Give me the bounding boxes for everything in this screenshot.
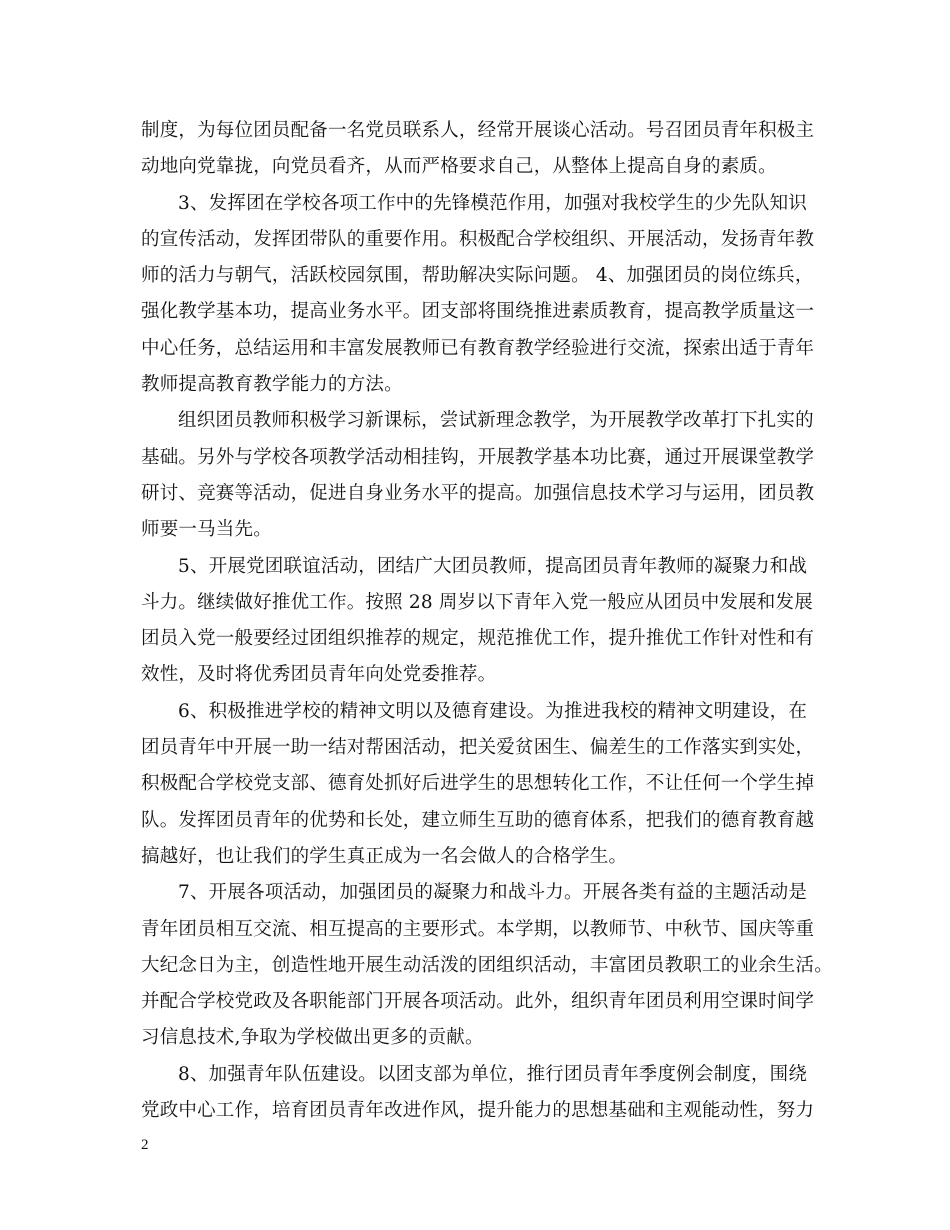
text-line: 6、积极推进学校的精神文明以及德育建设。为推进我校的精神文明建设，在 — [178, 700, 808, 722]
text-line: 组织团员教师积极学习新课标，尝试新理念教学，为开展教学改革打下扎实的 — [178, 410, 814, 432]
text-line: 师要一马当先。 — [141, 519, 272, 541]
text-line: 并配合学校党政及各职能部门开展各项活动。此外，组织青年团员利用空课时间学 — [141, 991, 815, 1013]
text-line: 基础。另外与学校各项教学活动相挂钩，开展教学基本功比赛，通过开展课堂教学 — [141, 446, 815, 468]
text-line: 队。发挥团员青年的优势和长处，建立师生互助的德育体系，把我们的德育教育越 — [141, 809, 815, 831]
paragraph — [141, 403, 815, 548]
text-line: 团员青年中开展一助一结对帮困活动，把关爱贫困生、偏差生的工作落实到实处， — [141, 737, 815, 759]
text-line: 青年团员相互交流、相互提高的主要形式。本学期，以教师节、中秋节、国庆等重 — [141, 918, 815, 940]
text-line: 师的活力与朝气，活跃校园氛围，帮助解决实际问题。 4、加强团员的岗位练兵， — [141, 265, 814, 287]
text-line: 团员入党一般要经过团组织推荐的规定，规范推优工作，提升推优工作针对性和有 — [141, 628, 815, 650]
paragraph — [141, 113, 815, 186]
text-line: 斗力。继续做好推优工作。按照 28 周岁以下青年入党一般应从团员中发展和发展 — [141, 591, 813, 613]
text-line: 8、加强青年队伍建设。以团支部为单位，推行团员青年季度例会制度，围绕 — [178, 1063, 808, 1085]
text-line: 3、发挥团在学校各项工作中的先锋模范作用，加强对我校学生的少先队知识 — [178, 192, 808, 214]
text-line: 教师提高教育教学能力的方法。 — [141, 374, 403, 396]
paragraph — [141, 186, 815, 404]
text-line: 搞越好，也让我们的学生真正成为一名会做人的合格学生。 — [141, 845, 628, 867]
paragraph — [141, 549, 815, 694]
text-line: 效性，及时将优秀团员青年向处党委推荐。 — [141, 664, 497, 686]
text-line: 的宣传活动，发挥团带队的重要作用。积极配合学校组织、开展活动，发扬青年教 — [141, 228, 815, 250]
page-number: 2 — [141, 1137, 149, 1153]
text-line: 中心任务，总结运用和丰富发展教师已有教育教学经验进行交流，探索出适于青年 — [141, 337, 815, 359]
text-line: 积极配合学校党支部、德育处抓好后进学生的思想转化工作，不让任何一个学生掉 — [141, 773, 815, 795]
text-line: 动地向党靠拢，向党员看齐，从而严格要求自己，从整体上提高自身的素质。 — [141, 156, 777, 178]
paragraph — [141, 694, 815, 875]
text-line: 5、开展党团联谊活动，团结广大团员教师，提高团员青年教师的凝聚力和战 — [178, 555, 808, 577]
text-line: 习信息技术,争取为学校做出更多的贡献。 — [141, 1027, 484, 1049]
text-line: 强化教学基本功，提高业务水平。团支部将围绕推进素质教育，提高教学质量这一 — [141, 301, 815, 323]
text-line: 大纪念日为主，创造性地开展生动活泼的团组织活动，丰富团员教职工的业余生活。 — [141, 954, 833, 976]
paragraph — [141, 1057, 815, 1130]
text-line: 制度，为每位团员配备一名党员联系人，经常开展谈心活动。号召团员青年积极主 — [141, 120, 815, 141]
paragraph — [141, 875, 833, 1056]
text-line: 党政中心工作，培育团员青年改进作风，提升能力的思想基础和主观能动性，努力 — [141, 1100, 815, 1122]
body-text — [141, 113, 833, 1129]
text-line: 研讨、竞赛等活动，促进自身业务水平的提高。加强信息技术学习与运用，团员教 — [141, 482, 815, 504]
text-line: 7、开展各项活动，加强团员的凝聚力和战斗力。开展各类有益的主题活动是 — [178, 882, 808, 904]
